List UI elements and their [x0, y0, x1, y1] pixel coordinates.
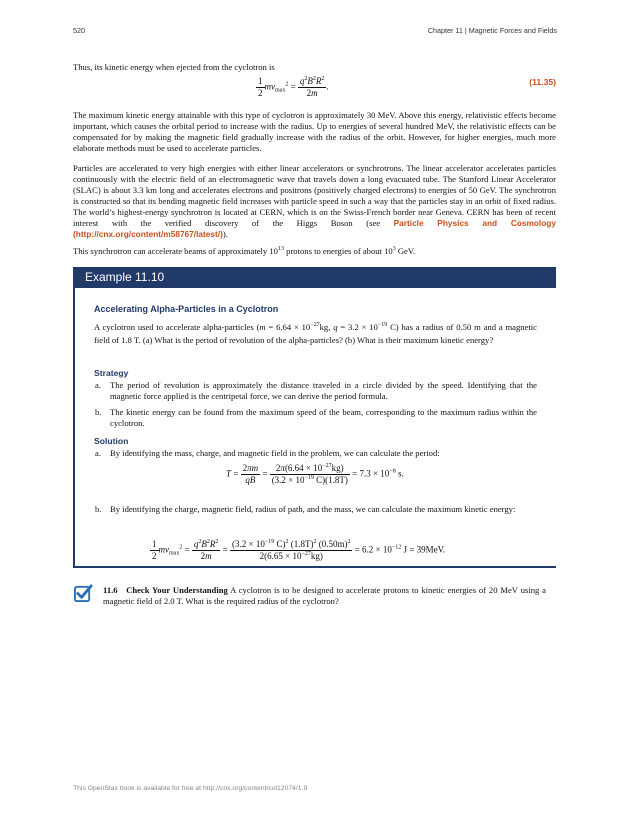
paragraph-max-energy: The maximum kinetic energy attainable with this type of cyclotron is approximately 30 MeV. Above this energy, relativistic effects become important, which causes the orbital period to increase with the radius. Up to energies of several hundred MeV, the relativistic effects can be compensated for by making the magnetic field gradually increase with the radius of the orbit. However, for higher energies, much more elaborate methods must be used to accelerate particles. — [73, 110, 556, 153]
check-understanding-icon — [74, 584, 93, 603]
strategy-item-a: a. The period of revolution is approximately the distance traveled in a circle divided by the speed. Identifying that the magnetic force applied is the centripetal force, we can derive the period formula. — [95, 380, 537, 401]
check-understanding-text: 11.6 Check Your Understanding A cyclotron is to be designed to accelerate protons to kinetic energies of 20 MeV using a magnetic field of 2.0 T. What is the required radius of the cyclotron? — [103, 585, 546, 606]
solution-heading: Solution — [94, 436, 129, 446]
page-number: 520 — [73, 26, 85, 35]
strategy-heading: Strategy — [94, 368, 129, 378]
period-equation: T = $\frac{2\pi m}{qB}$ = $\frac{2\pi(6.64 \times 10^{-27}kg)}{(3.2 \times 10^{-19} C)(1.8T)}$ = $7.3 \times 10^{-8}$ s. — [226, 463, 404, 485]
intro-text: Thus, its kinetic energy when ejected from the cyclotron is — [73, 62, 275, 72]
solution-item-b: b. By identifying the charge, magnetic field, radius of path, and the mass, we can calculate the maximum kinetic energy: — [95, 504, 516, 514]
strategy-item-b: b. The kinetic energy can be found from the maximum speed of the beam, corresponding to the maximum radius within the cyclotron. — [95, 407, 537, 428]
page-footer: This OpenStax book is available for free at http://cnx.org/content/col12074/1.9 — [73, 785, 308, 792]
solution-item-a: a. By identifying the mass, charge, and magnetic field in the problem, we can calculate the period: — [95, 448, 440, 458]
kinetic-energy-equation: $\frac{1}{2}$ $mv_{max}^2$ = $\frac{q^2B^2R^2}{2m}$ = $\frac{(3.2 \times 10^{-19} C)^2 (1.8T)^2 (0.50m)^2}{2(6.65 \times 10^{-27}kg)}$ = $6.2 \times 10^{-12}$ J = 39MeV. — [152, 539, 446, 561]
link-particle-physics[interactable]: Particle Physics and Cosmology (http://cnx.org/content/m58767/latest/) — [73, 218, 556, 239]
paragraph-synchrotron: This synchrotron can accelerate beams of approximately $10^{13}$ protons to energies of about $10^3$ GeV. — [73, 246, 416, 256]
equation-number: (11.35) — [529, 77, 556, 87]
equation-11-35: $\frac{1}{2}$ $mv_{max}^2$ = $\frac{q^2B^2R^2}{2m}$ . — [258, 76, 329, 98]
example-problem: A cyclotron used to accelerate alpha-particles ($m = 6.64 \times 10^{-27}kg$, $q = 3.2 \times 10^{-19}$ C) has a radius of 0.50 m and a magnetic field of 1.8 T. (a) What is the period of revolution of the alpha-particles? (b) What is their maximum kinetic energy? — [94, 322, 537, 345]
example-title: Example 11.10 — [73, 267, 556, 288]
example-subtitle: Accelerating Alpha-Particles in a Cyclotron — [94, 304, 279, 314]
paragraph-accelerators: Particles are accelerated to very high energies with either linear accelerators or synchrotrons. The linear accelerator accelerates particles continuously with the electric field of an electromagnetic wave that travels down a long evacuated tube. The Stanford Linear Accelerator (SLAC) is about 3.3 km long and accelerates electrons and positrons (positively charged electrons) to energies of 50 GeV. The synchrotron is constructed so that its bending magnetic field increases with particle speed in such a way that the particles stay in an orbit of fixed radius. The world’s highest-energy synchrotron is located at CERN, which is on the Swiss-French border near Geneva. CERN has been of recent interest with the verified discovery of the Higgs Boson (see Particle Physics and Cosmology (http://cnx.org/content/m58767/latest/)). — [73, 163, 556, 239]
chapter-title: Chapter 11 | Magnetic Forces and Fields — [427, 26, 557, 35]
